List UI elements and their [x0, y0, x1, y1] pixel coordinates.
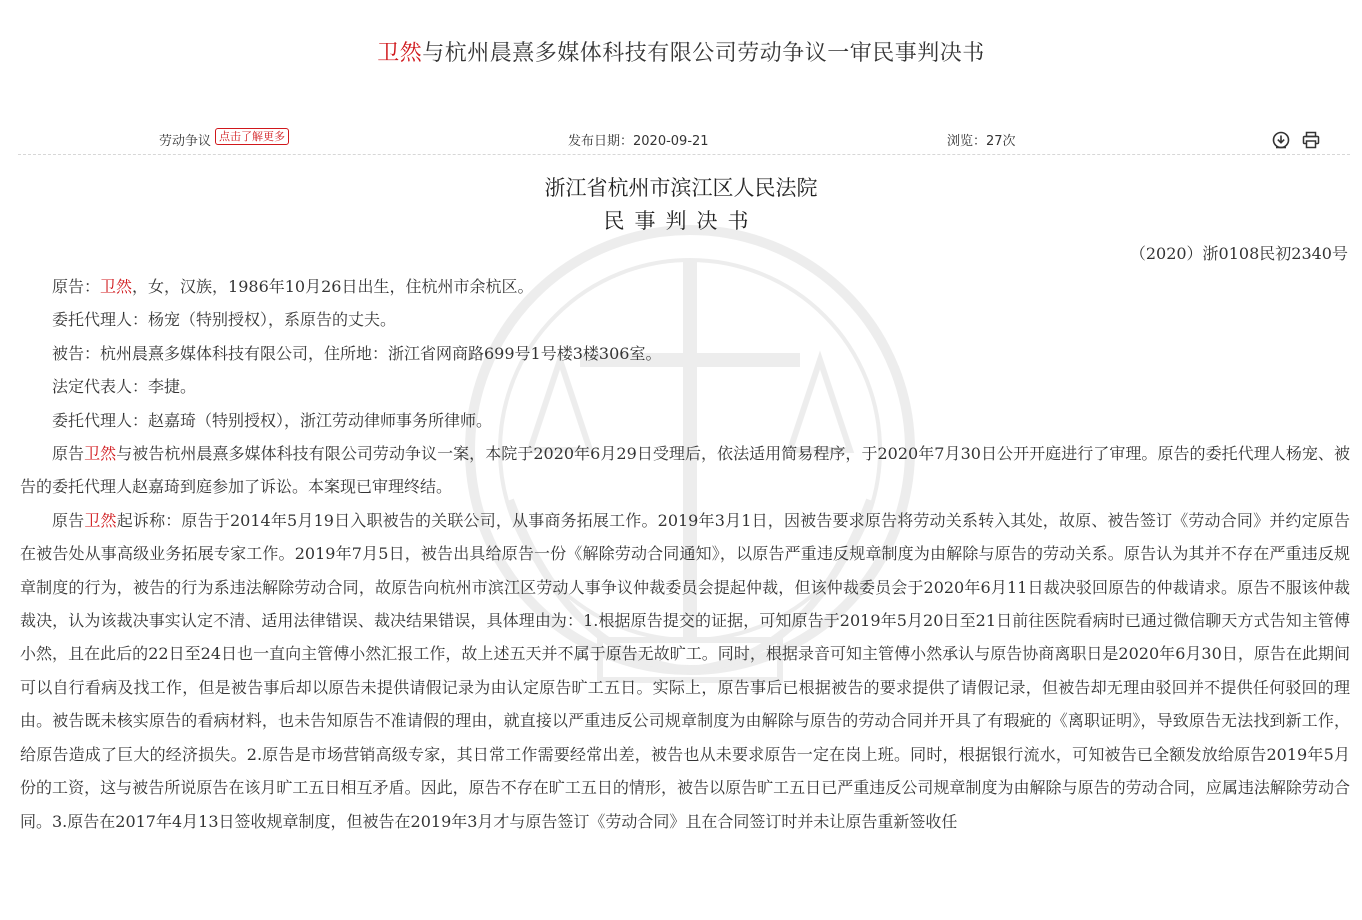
paragraph-text: 法定代表人：李捷。 [52, 377, 197, 397]
body-paragraph [20, 504, 1350, 838]
publish-date: 发布日期：2020-09-21 [568, 134, 709, 149]
court-name: 浙江省杭州市滨江区人民法院 [544, 176, 818, 200]
paragraph-text: 委托代理人：杨宠（特别授权），系原告的丈夫。 [52, 310, 397, 330]
body-paragraph [20, 337, 1350, 370]
title-party-name: 卫然 [377, 41, 423, 66]
download-icon[interactable] [1272, 131, 1290, 149]
party-name-highlight: 卫然 [84, 510, 117, 530]
page-title [0, 36, 1362, 67]
paragraph-text: 原告 [52, 444, 85, 464]
title-text: 与杭州晨熹多媒体科技有限公司劳动争议一审民事判决书 [422, 41, 985, 66]
party-name-highlight: 卫然 [84, 444, 117, 464]
paragraph-text: 原告 [52, 510, 85, 530]
body-paragraph [20, 437, 1350, 504]
body-paragraph [20, 404, 1350, 437]
paragraph-text: 委托代理人：赵嘉琦（特别授权），浙江劳动律师事务所律师。 [52, 410, 493, 430]
body-paragraph [20, 303, 1350, 336]
body-paragraph [20, 270, 1350, 303]
paragraph-text: 与被告杭州晨熹多媒体科技有限公司劳动争议一案，本院于2020年6月29日受理后，依法适用简易程序，于2020年7月30日公开开庭进行了审理。原告的委托代理人杨宠、被告的委托代理人赵嘉琦到庭参加了诉讼。本案现已审理终结。 [20, 444, 1350, 497]
paragraph-text: ，女，汉族，1986年10月26日出生，住杭州市余杭区。 [132, 277, 534, 296]
view-count: 浏览：27次 [947, 134, 1016, 149]
paragraph-text: 起诉称：原告于2014年5月19日入职被告的关联公司，从事商务拓展工作。2019年3月1日，因被告要求原告将劳动关系转入其处，故原、被告签订《劳动合同》并约定原告在被告处从事高级业务拓展专家工作。2019年7月5日，被告出具给原告一份《解除劳动合同通知》，以原告严重违反规章制度为由解除与原告的劳动关系。原告认为其并不存在严重违反规章制度的行为，被告的行为系违法解除劳动合同，故原告向杭州市滨江区劳动人事争议仲裁委员会提起仲裁，但该仲裁委员会于2020年6月11日裁决驳回原告的仲裁请求。原告不服该仲裁裁决，认为该裁决事实认定不清、适用法律错误、裁决结果错误，具体理由为：1.根据原告提交的证据，可知原告于2019年5月20日至21日前往医院看病时已通过微信聊天方式告知主管傅小然，且在此后的22日至24日也一直向主管傅小然汇报工作，故上述五天并不属于原告无故旷工。同时，根据录音可知主管傅小然承认与原告协商离职日是2020年6月30日，原告在此期间可以自行看病及找工作，但是被告事后却以原告未提供请假记录为由认定原告旷工五日。实际上，原告事后已根据被告的要求提供了请假记录，但被告却无理由驳回并不提供任何驳回的理由。被告既未核实原告的看病材料，也未告知原告不准请假的理由，就直接以严重违反公司规章制度为由解除与原告的劳动合同并开具了有瑕疵的《离职证明》，导致原告无法找到新工作，给原告造成了巨大的经济损失。2.原告是市场营销高级专家，其日常工作需要经常出差，被告也从未要求原告一定在岗上班。同时，根据银行流水，可知被告已全额发放给原告2019年5月份的工资，这与被告所说原告在该月旷工五日相互矛盾。因此，原告不存在旷工五日的情形，被告以原告旷工五日已严重违反公司规章制度为由解除与原告的劳动合同，应属违法解除劳动合同。3.原告在2017年4月13日签收规章制度，但被告在2019年3月才与原告签订《劳动合同》且在合同签订时并未让原告重新签收任 [20, 510, 1350, 831]
paragraph-text: 被告：杭州晨熹多媒体科技有限公司，住所地：浙江省网商路699号1号楼3楼306室。 [52, 343, 662, 363]
party-name-highlight: 卫然 [100, 277, 133, 296]
print-icon[interactable] [1302, 131, 1320, 149]
meta-bar [18, 122, 1350, 155]
learn-more-button[interactable]: 点击了解更多 [215, 128, 289, 145]
paragraph-text: 原告： [52, 277, 101, 296]
category-label: 劳动争议 [159, 134, 212, 149]
case-number: （2020）浙0108民初2340号 [1129, 244, 1348, 263]
body-paragraph [20, 370, 1350, 403]
document-type: 民事判决书 [603, 209, 759, 233]
judgment-body [20, 270, 1350, 838]
